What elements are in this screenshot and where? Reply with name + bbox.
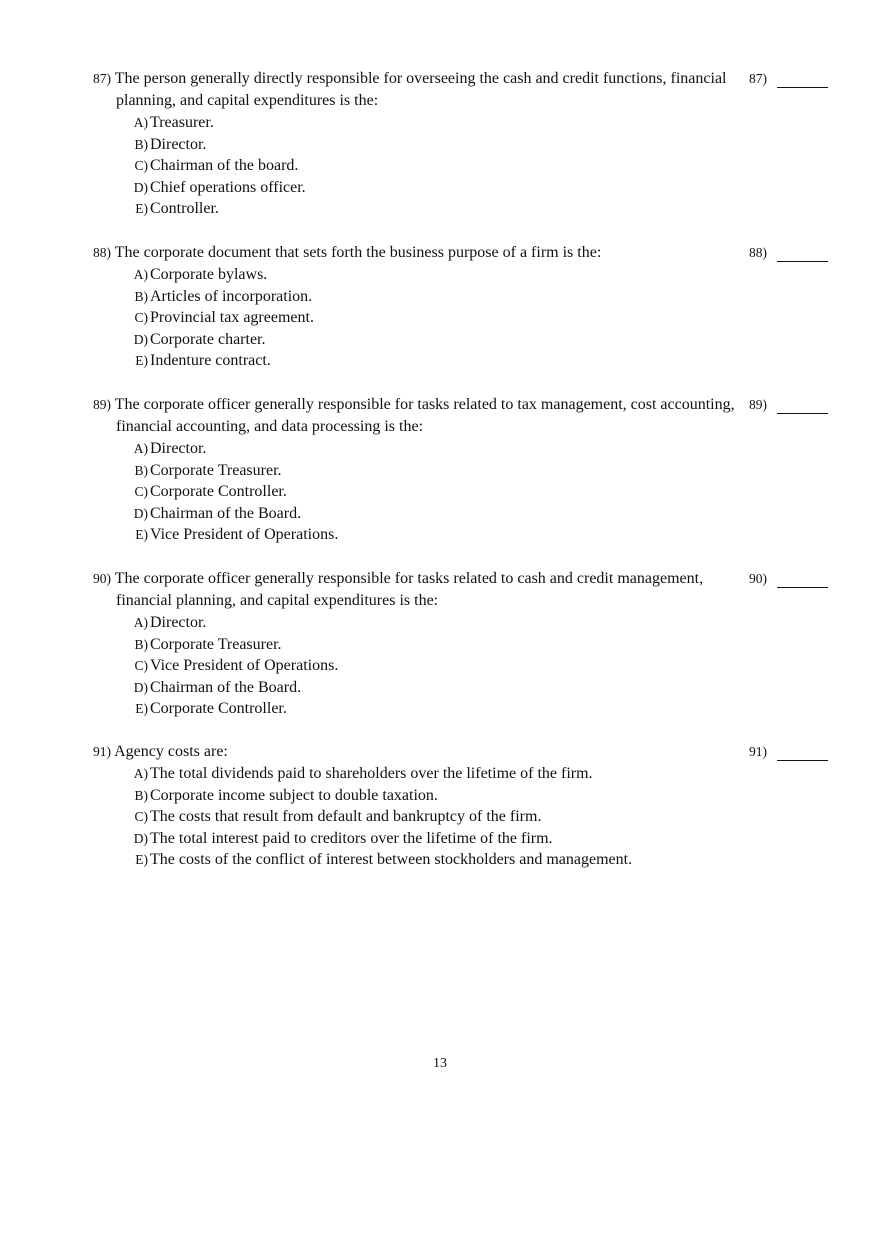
- choice-letter: A): [133, 267, 148, 282]
- question-number: 89): [93, 397, 111, 412]
- choice-b: [93, 785, 833, 807]
- choice-letter: B): [134, 462, 148, 478]
- question-stem: [93, 741, 736, 763]
- choice-text: Director.: [150, 440, 207, 457]
- choice-c: [93, 655, 833, 677]
- choice-letter: D): [133, 331, 148, 347]
- choice-text: Chief operations officer.: [150, 178, 306, 196]
- choice-letter: E): [135, 353, 148, 369]
- answer-line: [777, 587, 828, 588]
- question-number: 90): [93, 571, 111, 586]
- choice-text: Corporate income subject to double taxation.: [150, 786, 438, 804]
- choice-a: [93, 763, 833, 785]
- choice-c: [93, 806, 833, 828]
- choice-list: [93, 438, 833, 546]
- choice-a: [93, 264, 833, 286]
- question-text: The corporate officer generally responsible for tasks related to tax management, cost accounting, financial accounting, and data processing is the:: [114, 396, 735, 435]
- choice-text: Treasurer.: [150, 114, 214, 131]
- choice-letter: B): [134, 136, 148, 152]
- choice-list: [93, 264, 833, 372]
- page-number: 13: [433, 1056, 447, 1071]
- choice-letter: E): [135, 527, 148, 543]
- choice-letter: C): [134, 484, 148, 500]
- choice-text: Articles of incorporation.: [150, 287, 313, 305]
- answer-blank-90[interactable]: [749, 568, 833, 590]
- choice-letter: B): [134, 787, 148, 803]
- answer-line: [777, 760, 828, 761]
- answer-label: 88): [749, 245, 767, 260]
- choice-list: [93, 112, 833, 220]
- choice-text: Corporate Controller.: [150, 483, 287, 501]
- choice-b: [93, 460, 833, 482]
- choice-a: [93, 438, 833, 460]
- choice-text: Corporate Treasurer.: [150, 461, 282, 479]
- choice-text: Chairman of the board.: [150, 157, 299, 175]
- question-88: [93, 242, 833, 372]
- choice-letter: C): [134, 658, 148, 674]
- choice-letter: D): [133, 679, 148, 695]
- question-89: [93, 394, 833, 546]
- choice-letter: D): [133, 179, 148, 195]
- choice-a: [93, 112, 833, 134]
- choice-letter: D): [133, 505, 148, 521]
- choice-text: Corporate charter.: [150, 330, 266, 348]
- answer-label: 91): [749, 744, 767, 759]
- choice-letter: C): [134, 158, 148, 174]
- question-stem: [93, 394, 736, 438]
- question-text: The person generally directly responsible for overseeing the cash and credit functions, financial planning, and capital expenditures is the:: [114, 70, 727, 109]
- answer-label: 87): [749, 71, 767, 86]
- choice-e: [93, 849, 833, 871]
- question-text: The corporate officer generally responsible for tasks related to cash and credit management, financial planning, and capital expenditures is the:: [114, 570, 704, 609]
- choice-list: [93, 612, 833, 720]
- choice-text: Vice President of Operations.: [150, 657, 339, 675]
- choice-text: Chairman of the Board.: [150, 504, 302, 522]
- choice-d: [93, 503, 833, 525]
- answer-blank-88[interactable]: [749, 242, 833, 264]
- choice-text: The total interest paid to creditors over the lifetime of the firm.: [150, 829, 553, 847]
- question-number: 91): [93, 744, 111, 759]
- choice-b: [93, 634, 833, 656]
- choice-letter: D): [133, 830, 148, 846]
- question-text: Agency costs are:: [114, 743, 228, 760]
- choice-letter: E): [135, 201, 148, 217]
- choice-letter: C): [134, 310, 148, 326]
- choice-text: Corporate Treasurer.: [150, 635, 282, 653]
- choice-text: Provincial tax agreement.: [150, 309, 314, 327]
- choice-text: Indenture contract.: [150, 352, 271, 370]
- answer-line: [777, 261, 828, 262]
- choice-a: [93, 612, 833, 634]
- choice-b: [93, 134, 833, 156]
- choice-letter: E): [135, 701, 148, 717]
- choice-d: [93, 677, 833, 699]
- question-91: [93, 741, 833, 871]
- answer-line: [777, 87, 828, 88]
- choice-text: Director.: [150, 614, 207, 631]
- choice-text: Corporate bylaws.: [150, 266, 268, 283]
- answer-label: 89): [749, 397, 767, 412]
- choice-text: The costs that result from default and bankruptcy of the firm.: [150, 808, 542, 826]
- answer-blank-87[interactable]: [749, 68, 833, 90]
- choice-e: [93, 350, 833, 372]
- choice-b: [93, 286, 833, 308]
- choice-text: Chairman of the Board.: [150, 678, 302, 696]
- choice-text: Vice President of Operations.: [150, 526, 339, 544]
- choice-text: Director.: [150, 135, 207, 153]
- question-stem: [93, 568, 736, 612]
- choice-d: [93, 329, 833, 351]
- choice-c: [93, 307, 833, 329]
- choice-letter: E): [135, 852, 148, 868]
- choice-letter: C): [134, 809, 148, 825]
- question-text: The corporate document that sets forth the business purpose of a firm is the:: [114, 244, 602, 261]
- answer-blank-89[interactable]: [749, 394, 833, 416]
- choice-e: [93, 198, 833, 220]
- answer-blank-91[interactable]: [749, 741, 833, 763]
- question-90: [93, 568, 833, 720]
- choice-d: [93, 828, 833, 850]
- question-number: 88): [93, 245, 111, 260]
- choice-e: [93, 524, 833, 546]
- choice-text: The total dividends paid to shareholders over the lifetime of the firm.: [150, 765, 593, 782]
- question-stem: [93, 68, 736, 112]
- choice-letter: A): [133, 115, 148, 130]
- choice-letter: A): [133, 766, 148, 781]
- question-stem: [93, 242, 736, 264]
- choice-e: [93, 698, 833, 720]
- choice-text: Controller.: [150, 200, 219, 218]
- choice-list: [93, 763, 833, 871]
- choice-letter: B): [134, 636, 148, 652]
- choice-c: [93, 481, 833, 503]
- choice-c: [93, 155, 833, 177]
- choice-text: Corporate Controller.: [150, 700, 287, 718]
- answer-line: [777, 413, 828, 414]
- choice-letter: B): [134, 288, 148, 304]
- choice-letter: A): [133, 615, 148, 630]
- answer-label: 90): [749, 571, 767, 586]
- question-87: [93, 68, 833, 220]
- choice-d: [93, 177, 833, 199]
- question-number: 87): [93, 71, 111, 86]
- choice-text: The costs of the conflict of interest between stockholders and management.: [150, 851, 633, 869]
- choice-letter: A): [133, 441, 148, 456]
